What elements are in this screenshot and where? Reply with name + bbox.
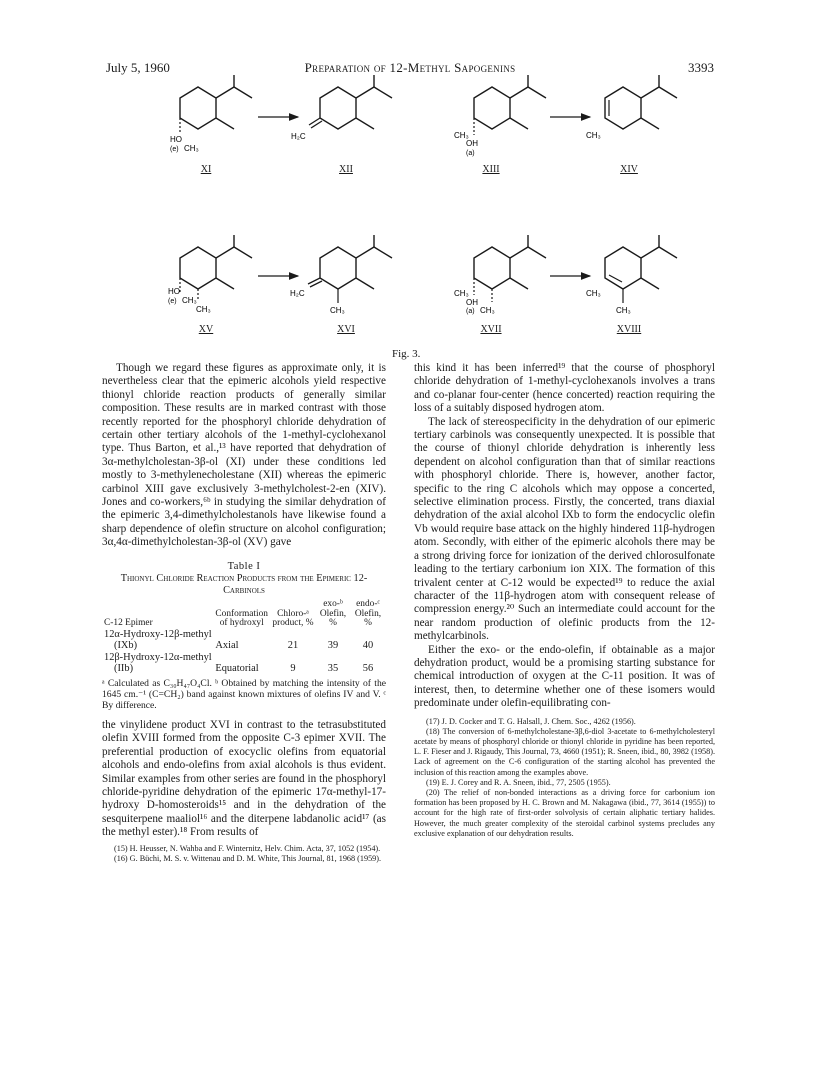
svg-text:OH: OH [466, 139, 478, 148]
column-header: exo-ᵇ Olefin, % [319, 599, 347, 629]
body-paragraph: this kind it has been inferred¹⁹ that the course of phosphoryl chloride dehydration of 1-methyl-cyclohexanols involves a trans and co-planar four-center (hence concerted) reaction requiring the loss of a suitably disposed hydrogen atom. [414, 362, 715, 415]
compound-xii-structure [291, 75, 392, 141]
svg-text:HO: HO [168, 287, 180, 296]
footnote: (20) The relief of non-bonded interactions as a driving force for carbonium ion formation has been proposed by H. C. Brown and M. Nakagawa (ibid., 77, 3614 (1955)) to account for the high rate of first-order solvolysis of certain aliphatic tertiary halides. However, the much greater complexity of the steroidal carbinol systems precludes any exclusive explanation of our dehydration results. [414, 787, 715, 838]
conformation-cell: Axial [215, 640, 239, 652]
compound-xvii-structure [454, 235, 546, 315]
svg-text:H₂C: H₂C [290, 289, 305, 298]
compound-xv-structure [168, 235, 252, 314]
exo-cell: 39 [327, 640, 339, 652]
compound-xi-structure [170, 75, 252, 153]
svg-text:OH: OH [466, 298, 478, 307]
compound-label: XI [200, 164, 212, 175]
footnote: (15) H. Heusser, N. Wahba and F. Winternitz, Helv. Chim. Acta, 37, 1052 (1954). [114, 843, 381, 853]
compound-label: XII [339, 164, 353, 175]
body-paragraph: Though we regard these figures as approximate only, it is nevertheless clear that the epimeric alcohols yield respective thionyl chloride reaction products of generally similar composition. These results are in marked contrast with those recently reported for the phosphoryl chloride dehydration of certain other tertiary alcohols of the 1-methyl-cyclohexanol type. Thus Barton, et al.,¹³ have reported that dehydration of 3α-methylcholestan-3β-ol (XI) under these conditions led mostly to 3-methylenecholestane (XII) whereas the epimeric carbinol XIII gave exclusively 3-methylcholest-2-en (XIV). Jones and co-workers,⁶ᵇ in studying the similar dehydration of the epimeric 3,4-dimethylcholestanols have likewise found a sharp dependence of olefin structure on alcohol configuration; 3α,4α-dimethylcholestan-3β-ol (XV) gave [102, 362, 386, 549]
hydroxyl-label: HO [170, 135, 182, 144]
svg-text:(e): (e) [170, 146, 179, 153]
chloro-cell: 21 [287, 640, 299, 652]
compound-label: XVII [480, 324, 502, 335]
products-table [102, 600, 386, 675]
table-caption: Thionyl Chloride Reaction Products from the Epimeric 12-Carbinols [120, 573, 368, 597]
compound-label: XVI [337, 324, 355, 335]
footnote: (18) The conversion of 6-methylcholestane-3β,6-diol 3-acetate to 6-methylcholesteryl acetate by means of phosphoryl chloride or thionyl chloride in pyridine has been reported, L. F. Fieser and J. Rigaudy, This Journal, 73, 4660 (1951); R. Sneen, ibid., 80, 3982 (1958). Lack of agreement on the C-6 configuration of the starting alcohol has prevented the inclusion of this reaction among the examples above. [414, 726, 715, 777]
footnote: (17) J. D. Cocker and T. G. Halsall, J. Chem. Soc., 4262 (1956). [426, 716, 636, 726]
table-header-row [102, 600, 386, 629]
svg-text:CH₃: CH₃ [196, 305, 211, 314]
svg-text:(e): (e) [168, 298, 177, 305]
left-text-column [102, 362, 386, 864]
compound-label: XIV [620, 164, 638, 175]
body-paragraph: the vinylidene product XVI in contrast to the tetrasubstituted olefin XVIII formed from the opposite C-3 epimer XVII. The preferential production of exocyclic olefins from equatorial alcohols and endo-olefins from axial alcohols is thus evident. Similar examples from other series are found in the phosphoryl chloride-pyridine dehydration of the epimeric 17α-methyl-17-hydroxy D-homosteroids¹⁵ and in the dehydration of the sesquiterpene maaliol¹⁶ and the diterpene labdanolic acid¹⁷ (as the methyl ester).¹⁸ From results of [102, 718, 386, 839]
table-row [102, 640, 386, 652]
svg-text:CH₃: CH₃ [454, 289, 469, 298]
page-running-title: Preparation of 12-Methyl Sapogenins [304, 60, 516, 75]
exo-cell: 35 [327, 663, 339, 675]
column-header: Conformation of hydroxyl [215, 608, 268, 629]
page-date: July 5, 1960 [106, 60, 170, 75]
svg-text:CH₃: CH₃ [586, 289, 601, 298]
svg-text:CH₃: CH₃ [454, 131, 469, 140]
column-header: Chloro-ᵃ product, % [272, 608, 314, 629]
footnote: (19) E. J. Corey and R. A. Sneen, ibid., 77, 2505 (1955). [426, 777, 611, 787]
table-row [102, 629, 386, 641]
column-header: C-12 Epimer [104, 618, 153, 629]
footnote: (16) G. Büchi, M. S. v. Wittenau and D. M. White, This Journal, 81, 1968 (1959). [114, 853, 382, 863]
svg-text:CH₃: CH₃ [616, 306, 631, 315]
svg-text:CH₃: CH₃ [330, 306, 345, 315]
footnotes [102, 844, 386, 864]
compound-xvi-structure [290, 235, 392, 315]
chloro-cell: 9 [290, 663, 296, 675]
epimer-code: (IIb) [114, 663, 134, 675]
compound-label: XVIII [616, 324, 642, 335]
body-paragraph: Either the exo- or the endo-olefin, if obtainable as a major dehydration product, would be a promising starting substance for chemical introduction of oxygen at the C-11 position. It was of interest, then, to determine whether one of these isomers would predominate under olefin-equilibrating con- [414, 643, 715, 710]
svg-text:CH₃: CH₃ [480, 306, 495, 315]
right-text-column [414, 362, 715, 839]
figure-caption: Fig. 3. [392, 348, 421, 360]
footnotes [414, 717, 715, 839]
compound-label: XIII [482, 164, 500, 175]
table-row [102, 652, 386, 664]
body-paragraph: The lack of stereospecificity in the dehydration of our epimeric tertiary carbinols was consequently unexpected. It is possible that the course of thionyl chloride dehydration is inherently less dependent on alcohol configuration than that of similar reactions with phosphoryl chloride. There is, however, another factor, specific to the ring C alcohols which may oppose a concerted, selective elimination process. Firstly, the concerted, trans diaxial dehydration of the axial alcohol IXb to form the endocyclic olefin Vb would require base attack on the highly hindered 11β-hydrogen atom. Secondly, with either of the epimeric alcohols there may be a strong driving force for ionization of the derived chlorosulfonate leading to the tertiary carbonium ion XIX. The formation of this trivalent center at C-12 would be expected¹⁹ to reduce the axial character of the 11β-hydrogen atom with consequent release of compression energy.²⁰ Such an intermediate could account for the near random production of olefinic products from the 12-methylcarbinols. [414, 415, 715, 643]
compound-xiv-structure [586, 75, 677, 140]
svg-text:(a): (a) [466, 150, 475, 157]
svg-text:CH₃: CH₃ [182, 296, 197, 305]
conformation-cell: Equatorial [215, 663, 259, 675]
table-footnotes: ᵃ Calculated as C₃₀H₄₇O₄Cl. ᵇ Obtained by matching the intensity of the 1645 cm.⁻¹ (C=CH₂) band against known mixtures of olefins IV and V. ᶜ By difference. [102, 677, 386, 711]
compound-label: XV [198, 324, 214, 335]
compound-xiii-structure [454, 75, 546, 157]
column-header: endo-ᶜ Olefin, % [354, 599, 382, 629]
svg-text:CH₃: CH₃ [586, 131, 601, 140]
endo-cell: 56 [362, 663, 374, 675]
table-label: Table I [227, 560, 261, 572]
svg-text:H₂C: H₂C [291, 132, 306, 141]
table-row [102, 663, 386, 675]
epimer-name: 12β-Hydroxy-12α-methyl [104, 651, 212, 663]
epimer-code: (IXb) [114, 640, 138, 652]
epimer-name: 12α-Hydroxy-12β-methyl [104, 628, 212, 640]
compound-xviii-structure [586, 235, 677, 315]
svg-text:(a): (a) [466, 308, 475, 315]
endo-cell: 40 [362, 640, 374, 652]
reaction-scheme-figure [0, 0, 820, 360]
svg-text:CH₃: CH₃ [184, 144, 199, 153]
page-number: 3393 [688, 60, 714, 75]
